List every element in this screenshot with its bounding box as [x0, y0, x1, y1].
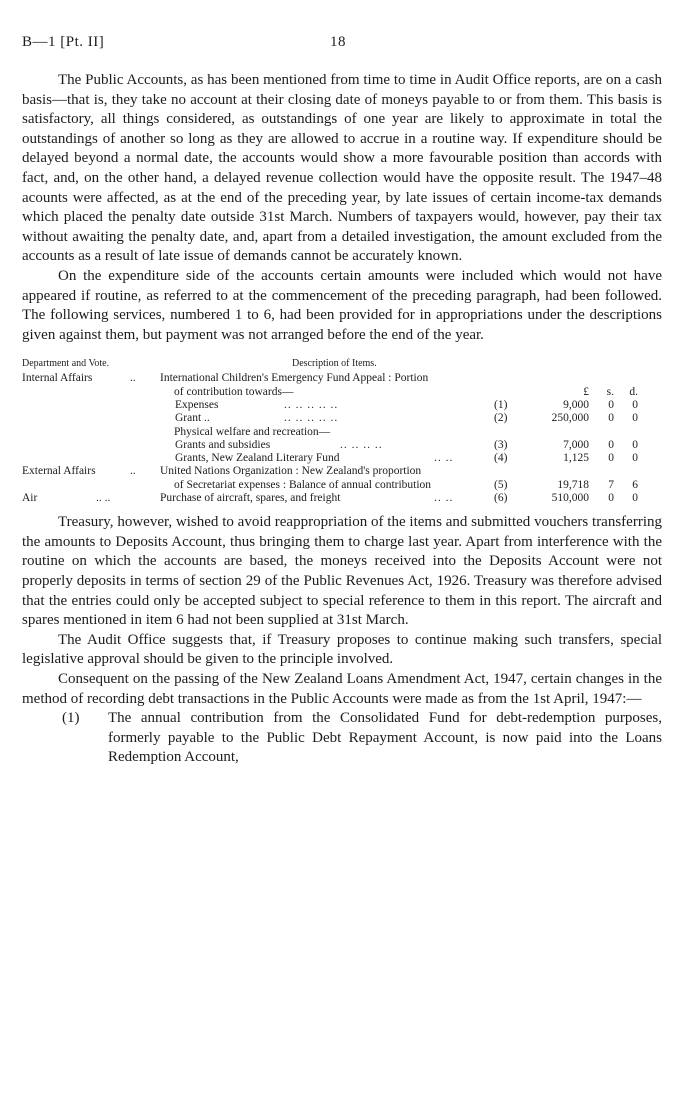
paragraph-treasury: Treasury, however, wished to avoid reappropriation of the items and submitted vouchers transferring the amounts to Deposits Account, thus bringing them to charge last year. Apart from interference with the routine on which the accounts are based, the moneys received into the Deposits Account were not properly deposits in terms of section 29 of the Public Revenues Act, 1926. Treasury was therefore advised that the entries could only be accepted subject to special reference to them in this report. The aircraft and spares mentioned in item 6 had not been supplied at 31st March. — [22, 514, 662, 629]
department-cell: Air — [22, 491, 38, 504]
amount-shillings: 0 — [608, 438, 614, 451]
leader-dots: .. .. — [96, 491, 111, 504]
leader-dots: .. — [130, 465, 136, 478]
paragraph-expenditure-side: On the expenditure side of the accounts certain amounts were included which would not have appeared if routine, as referred to at the commencement of the preceding paragraph, had been followed. The following services, numbered 1 to 6, had been provided for in appropriations under the descriptions given against them, but payment was not arranged before the end of the year. — [22, 267, 662, 343]
description-cell: Purchase of aircraft, spares, and freight — [160, 491, 341, 504]
description-cell: United Nations Organization : New Zealand's proportion — [160, 465, 422, 478]
item-number: (4) — [494, 452, 508, 465]
amount-pounds: 1,125 — [563, 452, 589, 465]
description-cell: Physical welfare and recreation— — [174, 425, 331, 438]
department-cell: Internal Affairs — [22, 372, 93, 385]
list-item-text: The annual contribution from the Consolidated Fund for debt-redemption purposes, formerly payable to the Public Debt Repayment Account, is now paid into the Loans Redemption Account, — [108, 710, 662, 766]
amount-pounds: 7,000 — [563, 438, 589, 451]
page-number: 18 — [330, 34, 346, 50]
paragraph-loans-amendment: Consequent on the passing of the New Zealand Loans Amendment Act, 1947, certain changes in the method of recording debt transactions in the Public Accounts were made as from the 1st April, 1947:— — [22, 671, 662, 707]
list-item — [22, 709, 662, 768]
pounds-symbol: £ — [583, 385, 589, 398]
amount-pence: 0 — [632, 452, 638, 465]
item-number: (5) — [494, 478, 508, 491]
amount-shillings: 0 — [608, 412, 614, 425]
description-cell: of Secretariat expenses : Balance of annual contribution — [174, 478, 432, 491]
column-header-description: Description of Items. — [292, 358, 377, 370]
leader-dots: .. .. .. .. — [340, 438, 383, 451]
leader-dots: .. .. — [434, 491, 454, 504]
table-row — [22, 399, 662, 412]
amount-shillings: 0 — [608, 452, 614, 465]
leader-dots: .. — [130, 372, 136, 385]
table-header — [22, 357, 662, 372]
amount-pounds: 9,000 — [563, 398, 589, 411]
description-cell: Grants and subsidies — [175, 438, 271, 451]
description-cell: of contribution towards— — [174, 385, 294, 398]
amount-pounds: 250,000 — [551, 412, 589, 425]
amount-pence: 0 — [632, 412, 638, 425]
column-header-department: Department and Vote. — [22, 358, 110, 370]
list-item-number: (1) — [62, 710, 80, 727]
table-row — [22, 492, 662, 505]
description-cell: Grant .. — [175, 412, 210, 425]
item-number: (1) — [494, 398, 508, 411]
document-page — [22, 34, 662, 768]
item-number: (2) — [494, 412, 508, 425]
leader-dots: .. .. .. .. .. — [284, 398, 339, 411]
table-row — [22, 386, 662, 399]
amount-pence: 0 — [632, 438, 638, 451]
table-row — [22, 465, 662, 478]
description-cell: International Children's Emergency Fund Appeal : Portion — [160, 372, 429, 385]
table-row — [22, 452, 662, 465]
description-cell: Expenses — [175, 398, 219, 411]
amount-shillings: 0 — [608, 491, 614, 504]
pence-symbol: d. — [629, 385, 638, 398]
amount-pence: 6 — [632, 478, 638, 491]
paragraph-audit-office: The Audit Office suggests that, if Treasury proposes to continue making such transfers, special legislative approval should be given to the principle involved. — [22, 631, 662, 668]
amount-pence: 0 — [632, 491, 638, 504]
table-row — [22, 412, 662, 425]
table-row — [22, 439, 662, 452]
items-table — [22, 357, 662, 505]
table-row — [22, 479, 662, 492]
amount-pounds: 19,718 — [557, 478, 589, 491]
description-cell: Grants, New Zealand Literary Fund — [175, 452, 340, 465]
page-header — [22, 34, 662, 58]
leader-dots: .. .. — [434, 452, 454, 465]
item-number: (6) — [494, 491, 508, 504]
table-row — [22, 372, 662, 385]
amount-shillings: 7 — [608, 478, 614, 491]
leader-dots: .. .. .. .. .. — [284, 412, 339, 425]
amount-shillings: 0 — [608, 398, 614, 411]
document-reference: B—1 [Pt. II] — [22, 34, 105, 50]
department-cell: External Affairs — [22, 465, 96, 478]
amount-pounds: 510,000 — [551, 491, 589, 504]
amount-pence: 0 — [632, 398, 638, 411]
shillings-symbol: s. — [606, 385, 614, 398]
item-number: (3) — [494, 438, 508, 451]
table-row — [22, 426, 662, 439]
paragraph-cash-basis: The Public Accounts, as has been mentioned from time to time in Audit Office reports, are on a cash basis—that is, they take no account at their closing date of moneys payable to or from them. This basis is satisfactory, all things considered, as outstandings of one year are likely to approximate in total the outstandings of another so long as they are allowed to accrue in a routine way. If expenditure should be delayed beyond a normal date, the accounts would show a more favourable position than accords with fact, and, on the other hand, a delayed revenue collection would have the opposite result. The 1947–48 acounts were affected, as at the end of the preceding year, by late issues of certain income-tax demands which placed the penalty date outside 31st March. Numbers of taxpayers would, however, pay their tax without awaiting the penalty date, and, apart from a detailed investigation, the amount excluded from the accounts as a result of late issue of demands cannot be accurately known. — [22, 72, 662, 265]
